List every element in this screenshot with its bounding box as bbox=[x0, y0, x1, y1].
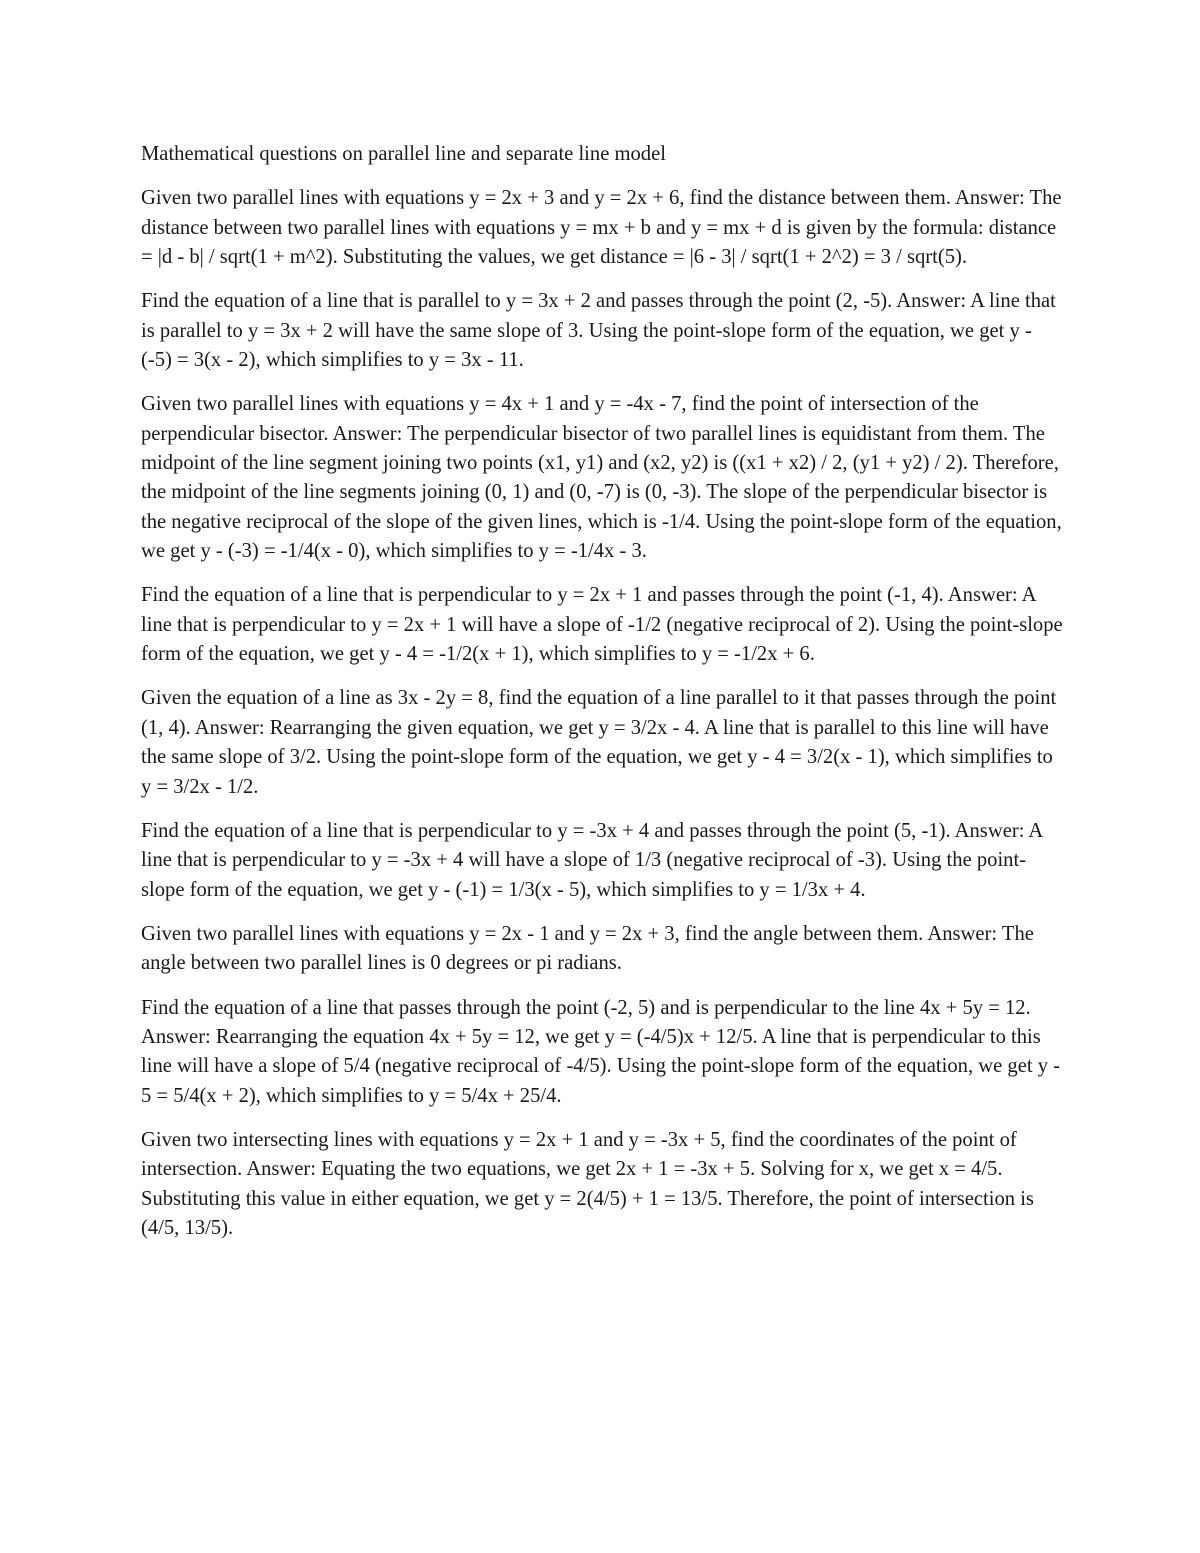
document-title: Mathematical questions on parallel line and separate line model bbox=[141, 143, 666, 165]
document-body bbox=[141, 140, 1063, 1258]
question-paragraph-6: Find the equation of a line that is perpendicular to y = -3x + 4 and passes through the point (5, -1). Answer: A line that is perpendicular to y = -3x + 4 will have a slope of 1/3 (negative reciprocal of -3). Using the point-slope form of the equation, we get y - (-1) = 1/3(x - 5), which simplifies to y = 1/3x + 4. bbox=[141, 819, 1043, 901]
question-paragraph-2: Find the equation of a line that is parallel to y = 3x + 2 and passes through the point (2, -5). Answer: A line that is parallel to y = 3x + 2 will have the same slope of 3. Using the point-slope form of the equation, we get y - (-5) = 3(x - 2), which simplifies to y = 3x - 11. bbox=[141, 290, 1056, 372]
question-paragraph-5: Given the equation of a line as 3x - 2y = 8, find the equation of a line parallel to it that passes through the point (1, 4). Answer: Rearranging the given equation, we get y = 3/2x - 4. A line that is parallel to this line will have the same slope of 3/2. Using the point-slope form of the equation, we get y - 4 = 3/2(x - 1), which simplifies to y = 3/2x - 1/2. bbox=[141, 687, 1057, 798]
question-paragraph-9: Given two intersecting lines with equations y = 2x + 1 and y = -3x + 5, find the coordinates of the point of intersection. Answer: Equating the two equations, we get 2x + 1 = -3x + 5. Solving for x, we get x = 4/5. Substituting this value in either equation, we get y = 2(4/5) + 1 = 13/5. Therefore, the point of intersection is (4/5, 13/5). bbox=[141, 1128, 1034, 1240]
question-paragraph-7: Given two parallel lines with equations y = 2x - 1 and y = 2x + 3, find the angle between them. Answer: The angle between two parallel lines is 0 degrees or pi radians. bbox=[141, 922, 1034, 975]
question-paragraph-3: Given two parallel lines with equations y = 4x + 1 and y = -4x - 7, find the point of intersection of the perpendicular bisector. Answer: The perpendicular bisector of two parallel lines is equidistant from them. The midpoint of the line segment joining two points (x1, y1) and (x2, y2) is ((x1 + x2) / 2, (y1 + y2) / 2). Therefore, the midpoint of the line segments joining (0, 1) and (0, -7) is (0, -3). The slope of the perpendicular bisector is the negative reciprocal of the slope of the given lines, which is -1/4. Using the point-slope form of the equation, we get y - (-3) = -1/4(x - 0), which simplifies to y = -1/4x - 3. bbox=[141, 393, 1062, 563]
question-paragraph-1: Given two parallel lines with equations y = 2x + 3 and y = 2x + 6, find the distance between them. Answer: The distance between two parallel lines with equations y = mx + b and y = mx + d is given by the formula: distance = |d - b| / sqrt(1 + m^2). Substituting the values, we get distance = |6 - 3| / sqrt(1 + 2^2) = 3 / sqrt(5). bbox=[141, 187, 1062, 269]
question-paragraph-8: Find the equation of a line that passes through the point (-2, 5) and is perpendicular to the line 4x + 5y = 12. Answer: Rearranging the equation 4x + 5y = 12, we get y = (-4/5)x + 12/5. A line that is perpendicular to this line will have a slope of 5/4 (negative reciprocal of -4/5). Using the point-slope form of the equation, we get y - 5 = 5/4(x + 2), which simplifies to y = 5/4x + 25/4. bbox=[141, 996, 1061, 1107]
question-paragraph-4: Find the equation of a line that is perpendicular to y = 2x + 1 and passes through the point (-1, 4). Answer: A line that is perpendicular to y = 2x + 1 will have a slope of -1/2 (negative reciprocal of 2). Using the point-slope form of the equation, we get y - 4 = -1/2(x + 1), which simplifies to y = -1/2x + 6. bbox=[141, 584, 1063, 666]
